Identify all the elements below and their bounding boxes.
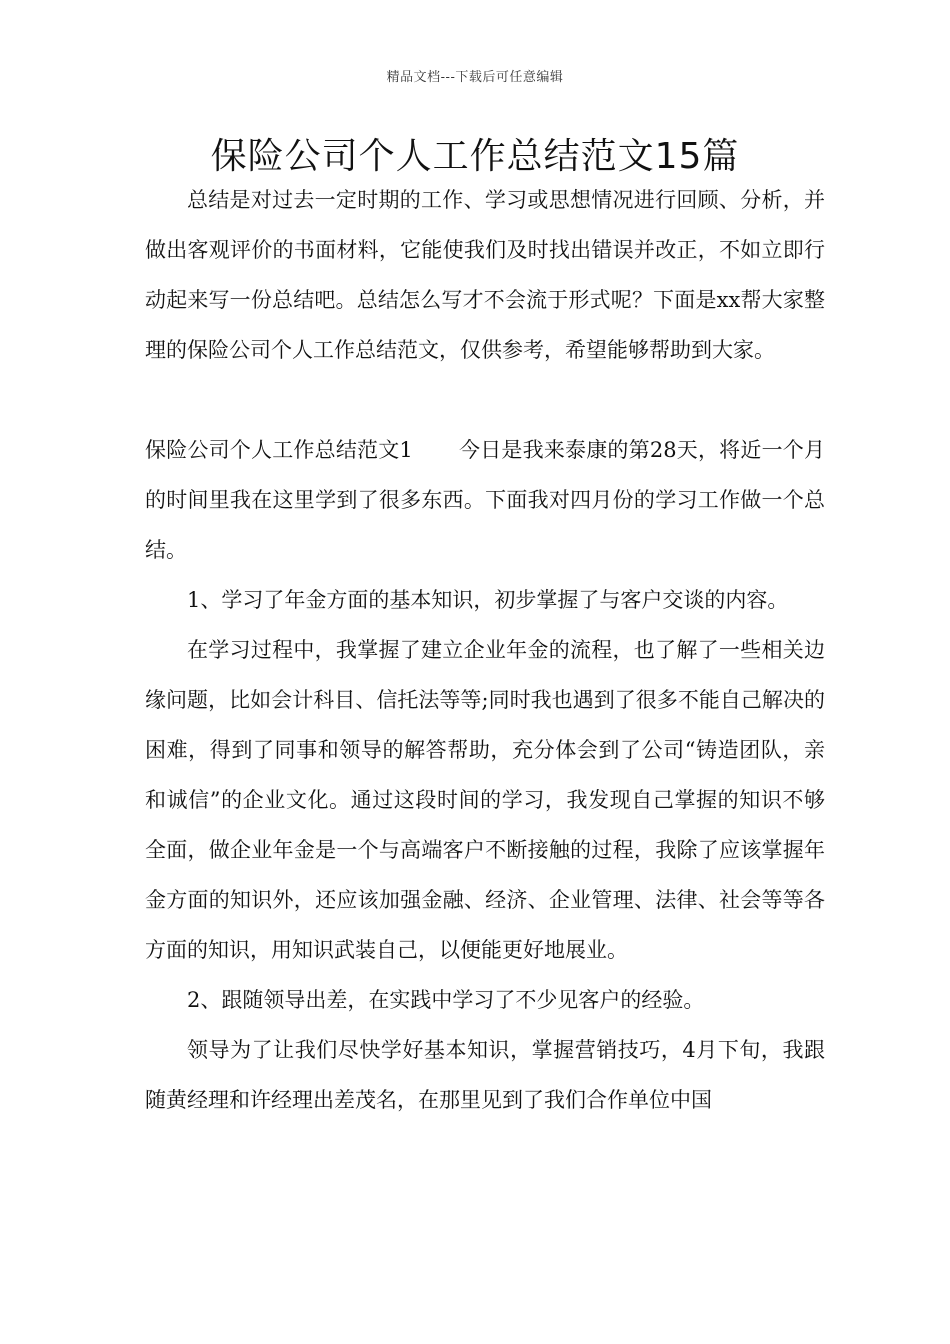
paragraph-gap (145, 375, 825, 425)
point2-heading: 2、跟随领导出差，在实践中学习了不少见客户的经验。 (187, 988, 705, 1012)
section1-heading: 保险公司个人工作总结范文1 (145, 438, 413, 462)
section1-text: 今日是我来泰康的第28天，将近一个月的时间里我在这里学到了很多东西。下面我对四月份的学习工作做一个总结。 (145, 438, 825, 562)
document-body (145, 175, 825, 1125)
intro-paragraph: 总结是对过去一定时期的工作、学习或思想情况进行回顾、分析，并做出客观评价的书面材料，它能使我们及时找出错误并改正，不如立即行动起来写一份总结吧。总结怎么写才不会流于形式呢？下面是xx帮大家整理的保险公司个人工作总结范文，仅供参考，希望能够帮助到大家。 (145, 188, 825, 362)
document-title: 保险公司个人工作总结范文15篇 (210, 136, 740, 177)
section1-paragraph (145, 425, 825, 575)
point1-text: 在学习过程中，我掌握了建立企业年金的流程，也了解了一些相关边缘问题，比如会计科目、信托法等等;同时我也遇到了很多不能自己解决的困难，得到了同事和领导的解答帮助，充分体会到了公司“铸造团队，亲和诚信”的企业文化。通过这段时间的学习，我发现自己掌握的知识不够全面，做企业年金是一个与高端客户不断接触的过程，我除了应该掌握年金方面的知识外，还应该加强金融、经济、企业管理、法律、社会等等各方面的知识，用知识武装自己，以便能更好地展业。 (145, 638, 825, 962)
point2-text: 领导为了让我们尽快学好基本知识，掌握营销技巧，4月下旬，我跟随黄经理和许经理出差茂名，在那里见到了我们合作单位中国 (145, 1038, 825, 1112)
header-note: 精品文档---下载后可任意编辑 (386, 70, 564, 85)
point1-heading: 1、学习了年金方面的基本知识，初步掌握了与客户交谈的内容。 (187, 588, 789, 612)
